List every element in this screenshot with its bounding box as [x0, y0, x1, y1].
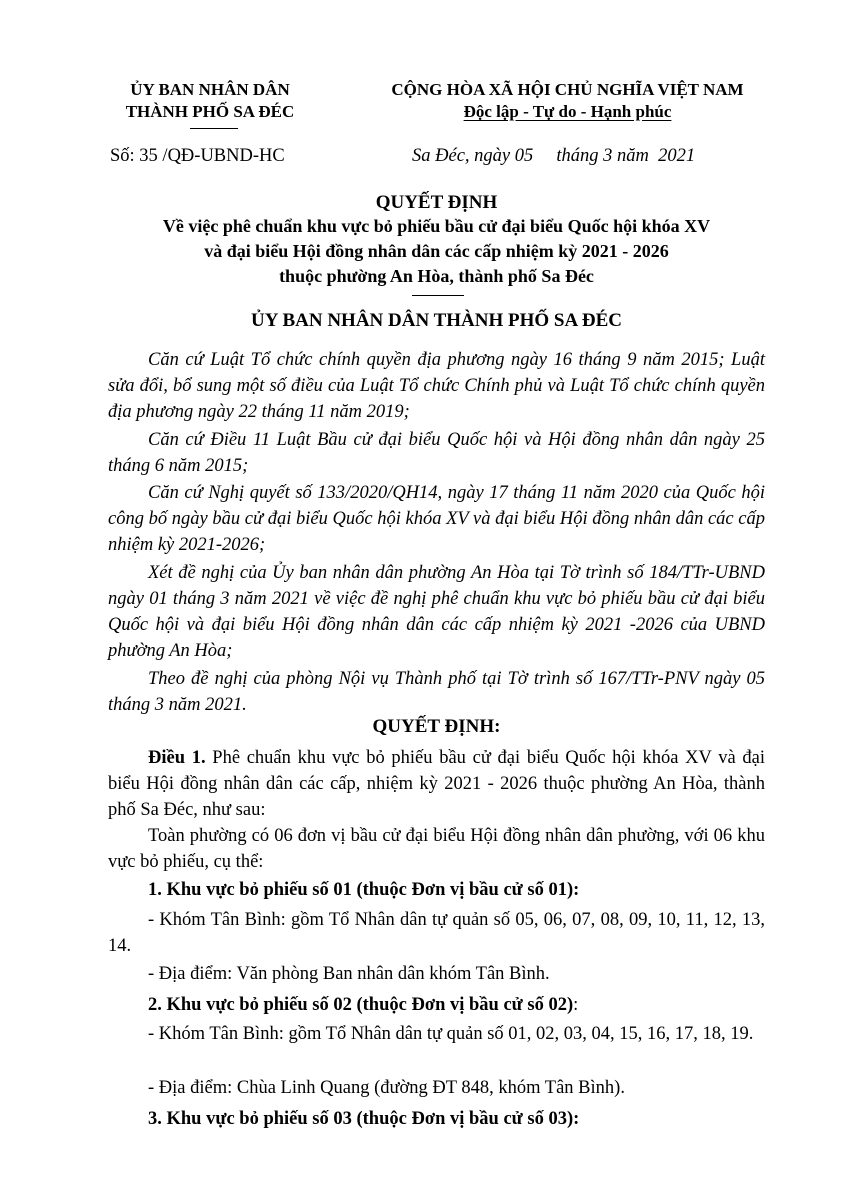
article-1	[108, 745, 765, 823]
decision-heading: QUYẾT ĐỊNH:	[372, 716, 501, 737]
ward-intro-text: Toàn phường có 06 đơn vị bầu cử đại biểu Hội đồng nhân dân phường, với 06 khu vực bỏ phiếu, cụ thể:	[108, 826, 765, 872]
section-2-heading-colon: :	[573, 995, 579, 1015]
document-date: Sa Đéc, ngày 05 tháng 3 năm 2021	[412, 146, 696, 166]
national-motto	[370, 102, 765, 122]
section-1-members	[108, 907, 765, 959]
section-3-heading-text: 3. Khu vực bỏ phiếu số 03 (thuộc Đơn vị bầu cử số 03):	[148, 1109, 580, 1129]
article-1-text: Phê chuẩn khu vực bỏ phiếu bầu cử đại biểu Quốc hội khóa XV và đại biểu Hội đồng nhân dân các cấp, nhiệm kỳ 2021 - 2026 thuộc phường An Hòa, thành phố Sa Đéc, như sau:	[108, 748, 765, 820]
document-title: QUYẾT ĐỊNH	[375, 192, 498, 213]
legal-basis-5-text: Theo đề nghị của phòng Nội vụ Thành phố tại Tờ trình số 167/TTr-PNV ngày 05 tháng 3 năm 2021.	[108, 669, 765, 715]
document-subject-line3: thuộc phường An Hòa, thành phố Sa Đéc	[279, 266, 594, 286]
section-1-location	[108, 961, 765, 987]
title-underline	[412, 295, 464, 296]
article-1-label: Điều 1.	[148, 748, 206, 768]
issuing-agency-line2: THÀNH PHỐ SA ĐÉC	[125, 102, 295, 121]
agency-underline	[190, 128, 238, 129]
section-2-location	[108, 1075, 765, 1101]
legal-basis-2-text: Căn cứ Điều 11 Luật Bầu cử đại biểu Quốc hội và Hội đồng nhân dân ngày 25 tháng 6 năm 2015;	[108, 430, 765, 476]
legal-basis-1-text: Căn cứ Luật Tổ chức chính quyền địa phương ngày 16 tháng 9 năm 2015; Luật sửa đổi, bổ sung một số điều của Luật Tổ chức Chính phủ và Luật Tổ chức chính quyền địa phương ngày 22 tháng 11 năm 2019;	[108, 350, 765, 422]
legal-basis-2	[108, 427, 765, 479]
legal-basis-4-text: Xét đề nghị của Ủy ban nhân dân phường An Hòa tại Tờ trình số 184/TTr-UBND ngày 01 tháng 3 năm 2021 về việc đề nghị phê chuẩn khu vực bỏ phiếu bầu cử đại biểu Quốc hội và đại biểu Hội đồng nhân dân các cấp nhiệm kỳ 2021 -2026 của UBND phường An Hòa;	[108, 563, 765, 661]
legal-basis-4	[108, 560, 765, 664]
document-number: Số: 35 /QĐ-UBND-HC	[110, 146, 285, 166]
section-2-heading-text: 2. Khu vực bỏ phiếu số 02 (thuộc Đơn vị bầu cử số 02)	[148, 995, 574, 1015]
section-1-heading	[108, 877, 765, 903]
section-2-heading	[108, 992, 765, 1018]
section-3-heading	[108, 1106, 765, 1132]
authority-heading: ỦY BAN NHÂN DÂN THÀNH PHỐ SA ĐÉC	[250, 310, 623, 331]
national-title: CỘNG HÒA XÃ HỘI CHỦ NGHĨA VIỆT NAM	[391, 80, 744, 99]
section-2-members-text: - Khóm Tân Bình: gồm Tổ Nhân dân tự quản số 01, 02, 03, 04, 15, 16, 17, 18, 19.	[148, 1024, 754, 1044]
document-subject-line1: Về việc phê chuẩn khu vực bỏ phiếu bầu cử đại biểu Quốc hội khóa XV	[162, 216, 711, 236]
legal-basis-1	[108, 347, 765, 425]
legal-basis-5	[108, 666, 765, 718]
national-motto-text: Độc lập - Tự do - Hạnh phúc	[463, 102, 672, 121]
ward-intro	[108, 823, 765, 875]
section-1-location-text: - Địa điểm: Văn phòng Ban nhân dân khóm Tân Bình.	[148, 964, 550, 984]
document-subject-line2: và đại biểu Hội đồng nhân dân các cấp nhiệm kỳ 2021 - 2026	[204, 241, 669, 261]
section-2-members	[108, 1021, 765, 1047]
legal-basis-3-text: Căn cứ Nghị quyết số 133/2020/QH14, ngày 17 tháng 11 năm 2020 của Quốc hội công bố ngày bầu cử đại biểu Quốc hội khóa XV và đại biểu Hội đồng nhân dân các cấp nhiệm kỳ 2021-2026;	[108, 483, 765, 555]
section-2-location-text: - Địa điểm: Chùa Linh Quang (đường ĐT 848, khóm Tân Bình).	[148, 1078, 625, 1098]
legal-basis-3	[108, 480, 765, 558]
issuing-agency-line1: ỦY BAN NHÂN DÂN	[130, 80, 290, 99]
section-1-members-text: - Khóm Tân Bình: gồm Tổ Nhân dân tự quản số 05, 06, 07, 08, 09, 10, 11, 12, 13, 14.	[108, 910, 765, 956]
section-1-heading-text: 1. Khu vực bỏ phiếu số 01 (thuộc Đơn vị bầu cử số 01):	[148, 880, 580, 900]
